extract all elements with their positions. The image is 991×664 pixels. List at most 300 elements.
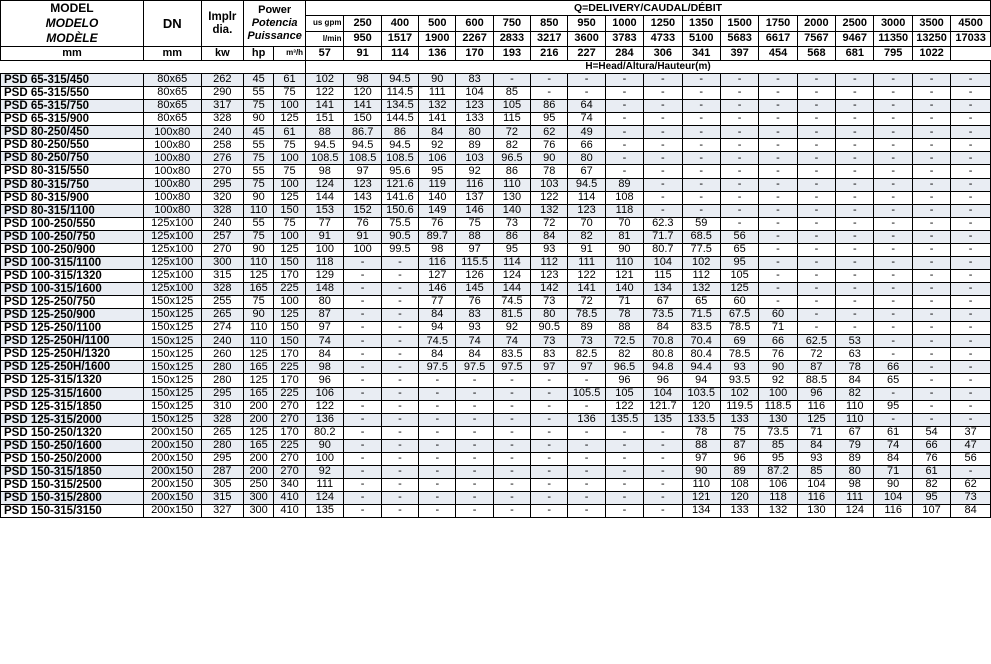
q-m3h-12: 454 (759, 47, 797, 61)
head-value: - (682, 178, 720, 191)
head-value: - (951, 400, 991, 413)
head-value: - (493, 452, 530, 465)
head-value: 82 (493, 139, 530, 152)
head-value: 88 (605, 322, 643, 335)
power-kw: 250 (244, 478, 274, 491)
q-lmin-5: 3217 (531, 31, 568, 46)
head-value: 83 (456, 309, 493, 322)
head-value: 74.5 (419, 335, 456, 348)
head-value: 140 (605, 283, 643, 296)
power-hp: 61 (274, 74, 306, 87)
head-value: 80 (568, 152, 605, 165)
head-value: 96 (306, 374, 344, 387)
head-value: - (874, 139, 912, 152)
power-hp: 125 (274, 243, 306, 256)
head-value: 110 (836, 413, 874, 426)
head-value: 105.5 (568, 387, 605, 400)
head-value: - (605, 505, 643, 518)
impeller-diameter: 240 (201, 126, 244, 139)
head-value: - (797, 217, 835, 230)
head-value: 56 (720, 230, 758, 243)
head-value: 76 (912, 452, 950, 465)
head-value: 87 (306, 309, 344, 322)
impeller-diameter: 265 (201, 426, 244, 439)
head-value: 71 (797, 426, 835, 439)
head-value: 94.5 (344, 139, 381, 152)
head-value: - (759, 74, 797, 87)
head-value: - (874, 322, 912, 335)
head-value: 87 (797, 361, 835, 374)
model-name: PSD 125-315/1850 (1, 400, 144, 413)
head-value: - (344, 439, 381, 452)
head-value: - (951, 243, 991, 256)
head-value: - (759, 178, 797, 191)
head-value: 142 (531, 283, 568, 296)
table-row (1, 465, 991, 478)
dn-value: 150x125 (143, 387, 201, 400)
head-value: - (644, 113, 682, 126)
head-value: 71 (759, 322, 797, 335)
head-value: - (836, 204, 874, 217)
head-value: - (456, 465, 493, 478)
head-value: 67 (568, 165, 605, 178)
head-value: - (720, 126, 758, 139)
head-value: - (493, 374, 530, 387)
power-kw: 300 (244, 505, 274, 518)
head-value: - (912, 217, 950, 230)
q-lmin-9: 5100 (682, 31, 720, 46)
model-name: PSD 125-315/1600 (1, 387, 144, 400)
head-value: 70.4 (682, 335, 720, 348)
head-value: - (912, 113, 950, 126)
head-value: - (682, 87, 720, 100)
q-lmin-13: 9467 (836, 31, 874, 46)
head-value: 145 (456, 283, 493, 296)
head-value: - (912, 126, 950, 139)
head-value: - (912, 139, 950, 152)
q-gpm-10: 1500 (720, 16, 758, 31)
head-value: - (381, 478, 418, 491)
power-kw: 55 (244, 87, 274, 100)
table-row (1, 413, 991, 426)
dn-value: 200x150 (143, 505, 201, 518)
head-value: 85 (493, 87, 530, 100)
head-value: 96 (605, 374, 643, 387)
head-value: 95 (531, 113, 568, 126)
head-value: - (912, 400, 950, 413)
head-value: 97.5 (493, 361, 530, 374)
head-value: - (644, 191, 682, 204)
head-value: - (759, 283, 797, 296)
q-m3h-2: 114 (381, 47, 418, 61)
head-value: - (797, 296, 835, 309)
q-m3h-1: 91 (344, 47, 381, 61)
head-value: 114 (493, 256, 530, 269)
head-value: 122 (605, 400, 643, 413)
head-value: - (912, 387, 950, 400)
head-value: 82 (605, 348, 643, 361)
model-header-line2: MODELO (45, 16, 99, 30)
table-row (1, 178, 991, 191)
head-value: 70.8 (644, 335, 682, 348)
header-row-h-title (1, 61, 991, 74)
power-kw: 300 (244, 492, 274, 505)
head-value: - (682, 165, 720, 178)
head-value: 132 (682, 283, 720, 296)
head-value: - (912, 165, 950, 178)
head-value: 150 (344, 113, 381, 126)
head-value: - (797, 87, 835, 100)
dn-value: 150x125 (143, 309, 201, 322)
head-value: 66 (759, 335, 797, 348)
head-value: - (568, 426, 605, 439)
head-value: 71.5 (682, 309, 720, 322)
head-value: - (344, 335, 381, 348)
head-value: - (419, 387, 456, 400)
head-value: 93 (456, 322, 493, 335)
head-value: - (644, 492, 682, 505)
head-value: - (568, 478, 605, 491)
head-value: - (419, 413, 456, 426)
dn-value: 150x125 (143, 322, 201, 335)
table-row (1, 165, 991, 178)
power-kw: 110 (244, 256, 274, 269)
head-value: 133 (720, 505, 758, 518)
head-value: 104 (644, 387, 682, 400)
q-m3h-5: 193 (493, 47, 530, 61)
head-value: 82 (568, 230, 605, 243)
dn-value: 100x80 (143, 165, 201, 178)
head-value: - (605, 426, 643, 439)
head-value: - (344, 426, 381, 439)
head-value: - (381, 452, 418, 465)
head-value: 86 (381, 126, 418, 139)
head-value: 77.5 (682, 243, 720, 256)
head-value: 94.4 (682, 361, 720, 374)
q-m3h-9: 306 (644, 47, 682, 61)
head-value: - (456, 492, 493, 505)
head-value: - (344, 452, 381, 465)
head-value: 76 (531, 139, 568, 152)
head-value: 78 (605, 309, 643, 322)
impeller-diameter: 295 (201, 178, 244, 191)
power-kw: 90 (244, 243, 274, 256)
head-value: 126 (456, 269, 493, 282)
head-value: - (759, 256, 797, 269)
model-name: PSD 150-250/1320 (1, 426, 144, 439)
head-value: - (682, 139, 720, 152)
head-value: 61 (874, 426, 912, 439)
power-hp: 100 (274, 152, 306, 165)
head-value: 111 (419, 87, 456, 100)
head-value: - (912, 413, 950, 426)
head-value: - (797, 74, 835, 87)
head-value: 99.5 (381, 243, 418, 256)
head-value: 85 (759, 439, 797, 452)
head-value: 122 (306, 87, 344, 100)
table-row (1, 322, 991, 335)
model-name: PSD 80-315/900 (1, 191, 144, 204)
head-value: - (381, 387, 418, 400)
head-value: - (797, 126, 835, 139)
head-value: - (759, 204, 797, 217)
head-value: - (605, 452, 643, 465)
head-value: - (344, 283, 381, 296)
head-value: 104 (874, 492, 912, 505)
head-value: 148 (306, 283, 344, 296)
power-hp: 270 (274, 413, 306, 426)
impeller-header-line1: Implr (208, 11, 237, 24)
model-name: PSD 100-315/1600 (1, 283, 144, 296)
head-value: - (344, 322, 381, 335)
head-value: 121.6 (381, 178, 418, 191)
table-row (1, 361, 991, 374)
q-lmin-6: 3600 (568, 31, 605, 46)
head-value: 106 (759, 478, 797, 491)
head-value: - (493, 387, 530, 400)
head-value: - (493, 400, 530, 413)
head-value: 73 (531, 335, 568, 348)
impeller-diameter: 280 (201, 374, 244, 387)
head-value: 97 (344, 165, 381, 178)
head-value: - (874, 74, 912, 87)
head-value: - (381, 269, 418, 282)
table-row (1, 100, 991, 113)
head-value: 107 (912, 505, 950, 518)
head-value: - (720, 100, 758, 113)
power-kw: 110 (244, 335, 274, 348)
head-value: 130 (797, 505, 835, 518)
head-value: 119.5 (720, 400, 758, 413)
head-value: 73 (951, 492, 991, 505)
head-value: 74 (568, 113, 605, 126)
head-value: 92 (306, 465, 344, 478)
head-value: 116 (874, 505, 912, 518)
head-value: - (912, 348, 950, 361)
head-value: 56 (951, 452, 991, 465)
dn-value: 125x100 (143, 283, 201, 296)
head-value: - (531, 413, 568, 426)
impeller-diameter: 305 (201, 478, 244, 491)
head-value: 134 (644, 283, 682, 296)
head-value: 89 (456, 139, 493, 152)
head-value: - (605, 74, 643, 87)
head-value: 112 (531, 256, 568, 269)
dn-value: 200x150 (143, 452, 201, 465)
head-value: 108 (720, 478, 758, 491)
head-value: 123 (531, 269, 568, 282)
head-value: 129 (306, 269, 344, 282)
head-value: - (836, 309, 874, 322)
head-value: 68.5 (682, 230, 720, 243)
head-value: - (951, 361, 991, 374)
head-value: - (381, 439, 418, 452)
head-value: - (720, 178, 758, 191)
head-value: 141.6 (381, 191, 418, 204)
head-value: - (531, 426, 568, 439)
head-value: 73 (531, 296, 568, 309)
head-value: - (951, 152, 991, 165)
impeller-diameter: 328 (201, 113, 244, 126)
head-value: 76 (344, 217, 381, 230)
head-value: - (531, 452, 568, 465)
head-value: 91 (344, 230, 381, 243)
power-hp: 225 (274, 283, 306, 296)
head-value: 89.7 (419, 230, 456, 243)
head-value: - (605, 165, 643, 178)
head-value: 110 (836, 400, 874, 413)
head-value: 90.5 (381, 230, 418, 243)
impeller-diameter: 280 (201, 361, 244, 374)
head-value: 78 (531, 165, 568, 178)
head-value: - (797, 309, 835, 322)
head-value: - (720, 152, 758, 165)
head-value: - (456, 505, 493, 518)
head-value: 76 (419, 217, 456, 230)
head-value: - (759, 152, 797, 165)
head-value: - (912, 322, 950, 335)
head-value: 110 (682, 478, 720, 491)
power-hp: 225 (274, 361, 306, 374)
head-value: 132 (419, 100, 456, 113)
head-value: 53 (836, 335, 874, 348)
q-lmin-16: 17033 (951, 31, 991, 46)
model-name: PSD 65-315/750 (1, 100, 144, 113)
head-value: 98 (306, 361, 344, 374)
head-value: 93 (797, 452, 835, 465)
power-kw: 165 (244, 439, 274, 452)
head-value: - (344, 269, 381, 282)
head-value: - (836, 178, 874, 191)
power-hp: 270 (274, 452, 306, 465)
power-hp: 270 (274, 400, 306, 413)
q-lmin-15: 13250 (912, 31, 950, 46)
head-value: - (874, 217, 912, 230)
model-name: PSD 150-315/2800 (1, 492, 144, 505)
head-value: 110 (605, 256, 643, 269)
power-hp: 170 (274, 374, 306, 387)
head-value: - (951, 230, 991, 243)
head-value: - (419, 452, 456, 465)
q-m3h-16: 1022 (912, 47, 950, 61)
head-value: 84 (836, 374, 874, 387)
power-hp: 170 (274, 426, 306, 439)
q-gpm-16: 4500 (951, 16, 991, 31)
head-value: - (605, 126, 643, 139)
impeller-diameter: 290 (201, 87, 244, 100)
power-hp: 340 (274, 478, 306, 491)
head-value: - (456, 439, 493, 452)
head-value: 94.5 (381, 139, 418, 152)
head-value: 108.5 (381, 152, 418, 165)
head-value: 125 (720, 283, 758, 296)
head-value: 86 (493, 230, 530, 243)
head-value: 74.5 (493, 296, 530, 309)
head-value: 96.5 (605, 361, 643, 374)
impeller-diameter: 327 (201, 505, 244, 518)
head-value: - (531, 439, 568, 452)
head-value: - (874, 87, 912, 100)
q-gpm-8: 1250 (644, 16, 682, 31)
head-value: - (493, 465, 530, 478)
head-value: - (568, 87, 605, 100)
head-value: 92 (759, 374, 797, 387)
head-value: 116 (797, 400, 835, 413)
power-kw: 200 (244, 465, 274, 478)
head-value: - (912, 283, 950, 296)
head-value: 83.5 (493, 348, 530, 361)
table-body (1, 74, 991, 518)
dn-value: 150x125 (143, 335, 201, 348)
head-value: 135 (644, 413, 682, 426)
head-value: 60 (720, 296, 758, 309)
head-value: 141 (419, 113, 456, 126)
head-value: - (419, 439, 456, 452)
head-value: - (759, 230, 797, 243)
head-value: 100 (306, 452, 344, 465)
power-kw: 75 (244, 152, 274, 165)
head-value: 65 (874, 374, 912, 387)
head-value: 72.5 (605, 335, 643, 348)
head-value: 93.5 (720, 374, 758, 387)
model-name: PSD 80-315/1100 (1, 204, 144, 217)
head-value: 75 (720, 426, 758, 439)
table-row (1, 387, 991, 400)
power-hp: 75 (274, 217, 306, 230)
head-value: 133 (456, 113, 493, 126)
head-value: - (381, 348, 418, 361)
head-value: - (836, 217, 874, 230)
power-hp: 125 (274, 191, 306, 204)
head-value: - (381, 465, 418, 478)
head-value: 84 (419, 126, 456, 139)
model-name: PSD 125-250H/1320 (1, 348, 144, 361)
head-value: 136 (306, 413, 344, 426)
head-value: - (344, 296, 381, 309)
head-value: - (344, 505, 381, 518)
head-value: - (797, 204, 835, 217)
dn-header: DN (143, 1, 201, 47)
head-value: 84 (456, 348, 493, 361)
head-value: - (912, 204, 950, 217)
head-value: 108.5 (306, 152, 344, 165)
power-kw: 165 (244, 387, 274, 400)
head-value: - (797, 322, 835, 335)
head-value: - (759, 165, 797, 178)
head-value: - (644, 204, 682, 217)
power-header-line1: Power (258, 3, 292, 16)
dn-value: 200x150 (143, 439, 201, 452)
head-value: - (797, 191, 835, 204)
head-value: - (797, 178, 835, 191)
head-value: 81 (605, 230, 643, 243)
head-value: - (419, 400, 456, 413)
head-value: 106 (419, 152, 456, 165)
dn-value: 200x150 (143, 426, 201, 439)
impeller-header (201, 1, 244, 47)
head-value: - (912, 178, 950, 191)
head-value: 69 (720, 335, 758, 348)
head-value: 72 (797, 348, 835, 361)
power-kw: 125 (244, 374, 274, 387)
q-lmin-12: 7567 (797, 31, 835, 46)
impeller-diameter: 270 (201, 165, 244, 178)
head-value: - (951, 217, 991, 230)
head-value: 86.7 (344, 126, 381, 139)
head-value: - (874, 269, 912, 282)
dn-value: 100x80 (143, 191, 201, 204)
power-hp: 150 (274, 322, 306, 335)
